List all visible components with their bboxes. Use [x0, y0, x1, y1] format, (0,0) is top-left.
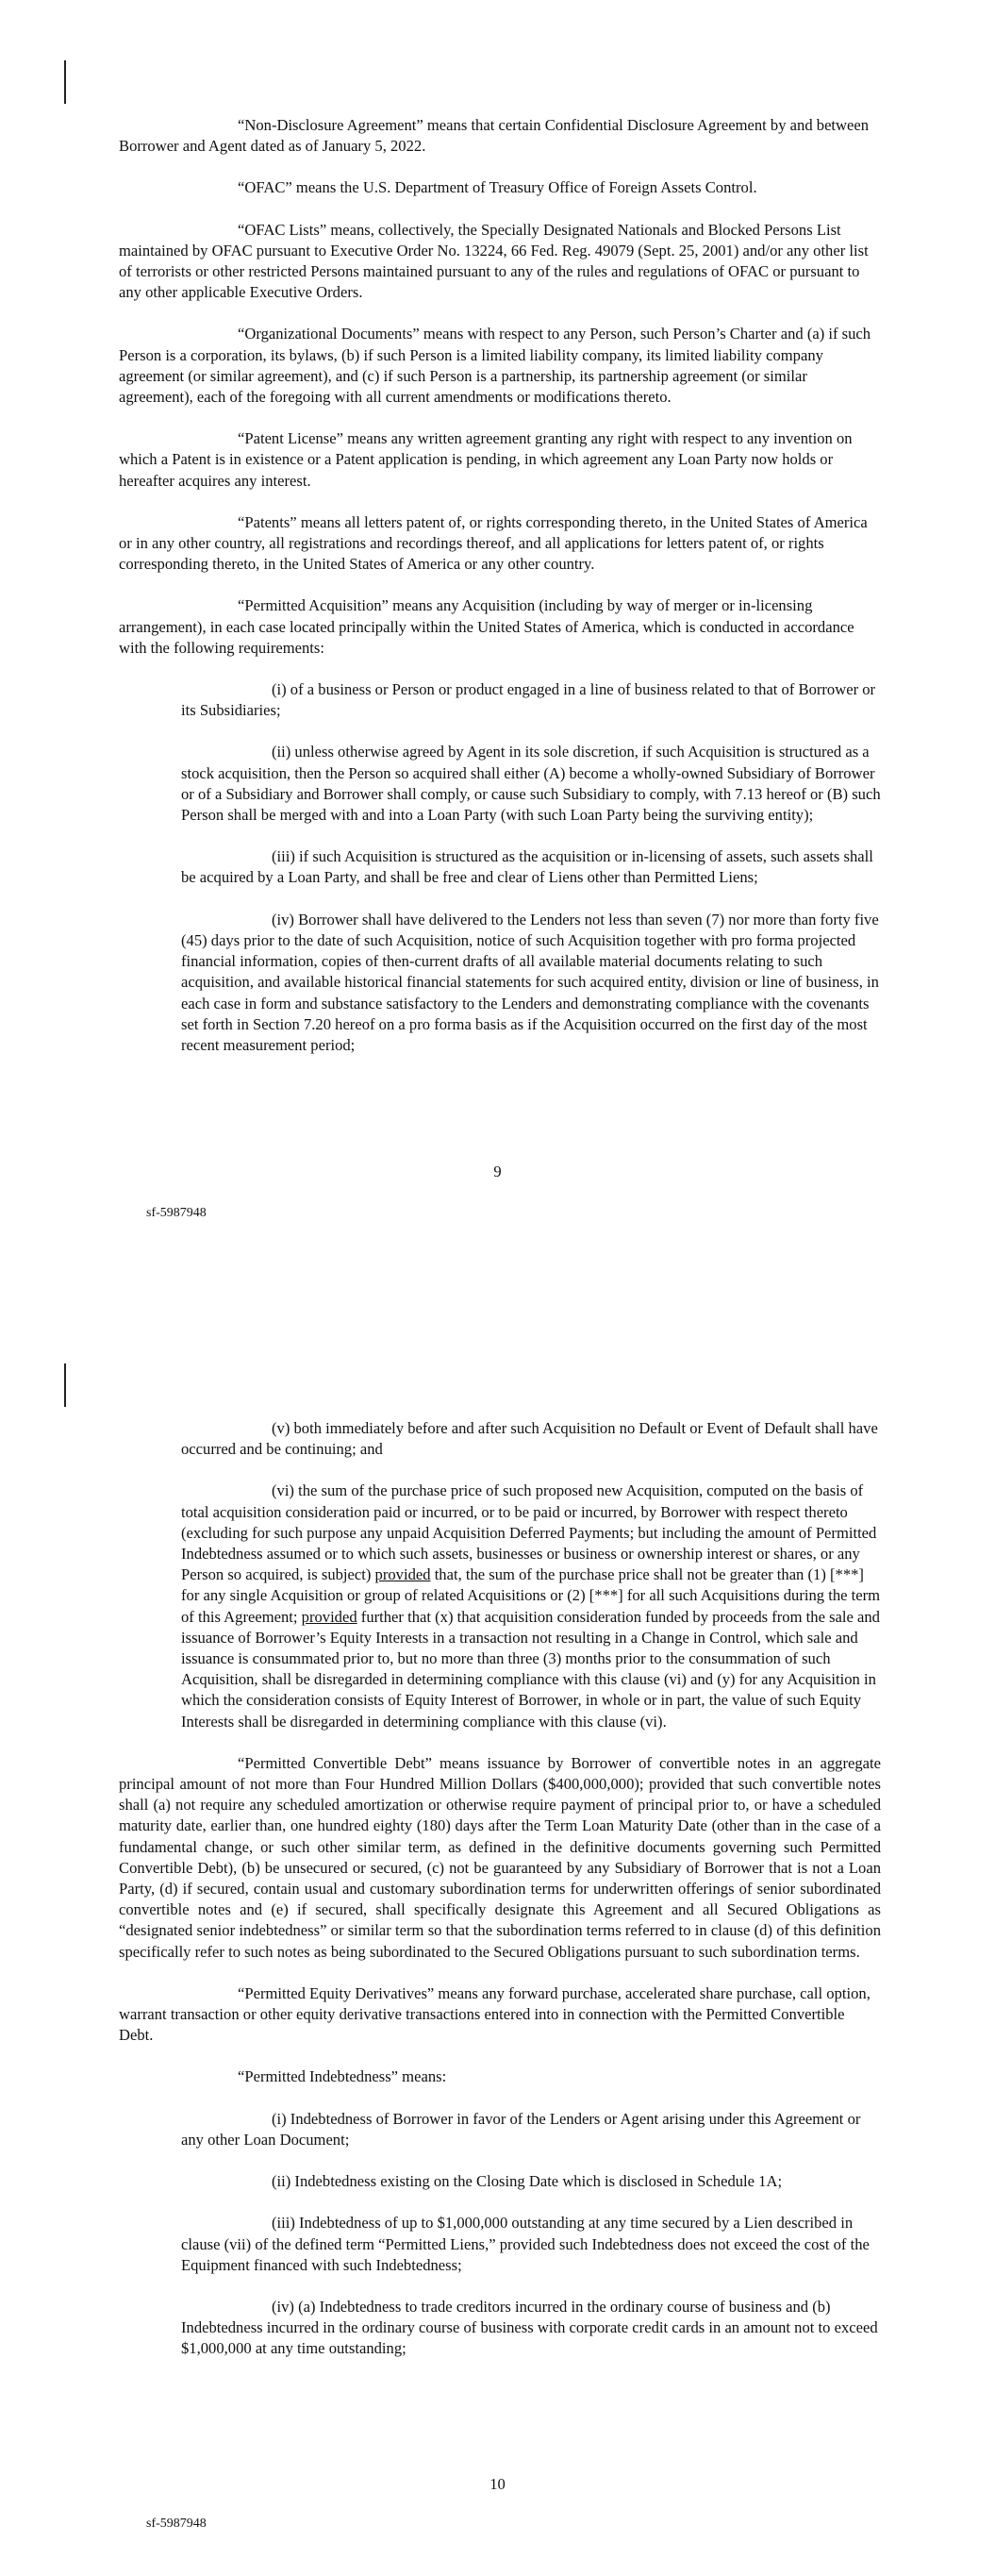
indebtedness-clause-i: (i) Indebtedness of Borrower in favor of the Lenders or Agent arising under this Agreement or any other Loan Document; — [181, 2109, 861, 2149]
provided-underlined: provided — [301, 1607, 357, 1626]
definition-permitted-convertible-debt: “Permitted Convertible Debt” means issuance by Borrower of convertible notes in an aggregate principal amount of not more than Four Hundred Million Dollars ($400,000,000); provided that such convertible notes shall (a) not require any scheduled amortization or otherwise require payment of principal prior to, or have a scheduled maturity date, earlier than, one hundred eighty (180) days after the Term Loan Maturity Date (other than in the case of a fundamental change, or such other similar term, as defined in the definitive documents governing such Permitted Convertible Debt), (b) be unsecured or secured, (c) not be guaranteed by any Subsidiary of Borrower that is not a Loan Party, (d) if secured, contain usual and customary subordination terms for underwritten offerings of senior subordinated convertible notes and (e) if secured, shall specifically designate this Agreement and all Secured Obligations as “designated senior indebtedness” or similar term so that the subordination terms referred to in clause (d) of this definition specifically refer to such notes as being subordinated to the Secured Obligations pursuant to such subordination terms. — [119, 1753, 881, 1961]
margin-change-bar — [64, 1363, 66, 1407]
definition-patents: “Patents” means all letters patent of, or rights corresponding thereto, in the United States of America or in any other country, all registrations and recordings thereof, and all applications for letters patent of, or rights corresponding thereto, in the United States of America or any other country. — [119, 512, 868, 574]
definition-non-disclosure-agreement: “Non-Disclosure Agreement” means that certain Confidential Disclosure Agreement by and between Borrower and Agent dated as of January 5, 2022. — [119, 116, 870, 156]
clause-vi-text-b: that, the sum of the purchase price shall not be greater than (1) [***] for any single Acquisition or group of related Acquisitions or (2) [***] for all such Acquisitions during the term of this Agreement; — [181, 1565, 881, 1626]
acquisition-clause-i: (i) of a business or Person or product engaged in a line of business related to that of Borrower or its Subsidiaries; — [181, 680, 876, 720]
provided-underlined: provided — [374, 1565, 431, 1584]
indebtedness-clause-ii: (ii) Indebtedness existing on the Closing Date which is disclosed in Schedule 1A; — [272, 2172, 783, 2191]
document-id: sf-5987948 — [146, 2517, 207, 2531]
acquisition-clause-vi — [181, 1480, 881, 1731]
definition-patent-license: “Patent License” means any written agreement granting any right with respect to any invention on which a Patent is in existence or a Patent application is pending, in which agreement any Loan Party now holds or hereafter acquires any interest. — [119, 429, 853, 490]
acquisition-clause-iv: (iv) Borrower shall have delivered to the Lenders not less than seven (7) nor more than forty five (45) days prior to the date of such Acquisition, notice of such Acquisition together with pro forma projected financial information, copies of then-current drafts of all available material documents relating to such acquisition, and available historical financial statements for such acquired entity, division or line of business, in each case in form and substance satisfactory to the Lenders and demonstrating compliance with the covenants set forth in Section 7.20 hereof on a pro forma basis as if the Acquisition occurred on the first day of the most recent measurement period; — [181, 910, 879, 1054]
definition-permitted-indebtedness: “Permitted Indebtedness” means: — [238, 2067, 447, 2086]
page-number: 9 — [493, 1163, 502, 1180]
definition-organizational-documents: “Organizational Documents” means with respect to any Person, such Person’s Charter and (a) if such Person is a corporation, its bylaws, (b) if such Person is a limited liability company, its limited liability company agreement (or similar agreement), and (c) if such Person is a partnership, its partnership agreement (or similar agreement), each of the foregoing with all current amendments or modifications thereto. — [119, 325, 871, 407]
acquisition-clause-ii: (ii) unless otherwise agreed by Agent in its sole discretion, if such Acquisition is structured as a stock acquisition, then the Person so acquired shall either (A) become a wholly-owned Subsidiary of Borrower or of a Subsidiary and Borrower shall comply, or cause such Subsidiary to comply, with 7.13 hereof or (B) such Person shall be merged with and into a Loan Party (with such Loan Party being the surviving entity); — [181, 743, 881, 825]
definition-ofac-lists: “OFAC Lists” means, collectively, the Specially Designated Nationals and Blocked Persons List maintained by OFAC pursuant to Executive Order No. 13224, 66 Fed. Reg. 49079 (Sept. 25, 2001) and/or any other list of terrorists or other restricted Persons maintained pursuant to any of the rules and regulations of OFAC or pursuant to any other applicable Executive Orders. — [119, 220, 869, 302]
clause-vi-text-a: (vi) the sum of the purchase price of such proposed new Acquisition, computed on the basis of total acquisition consideration paid or incurred, or to be paid or incurred, by Borrower with respect thereto (excluding for such purpose any unpaid Acquisition Deferred Payments; but including the amount of Permitted Indebtedness assumed or to which such assets, businesses or business or ownership interest or shares, or any Person so acquired, is subject) — [181, 1481, 877, 1584]
definition-permitted-equity-derivatives: “Permitted Equity Derivatives” means any forward purchase, accelerated share purchase, call option, warrant transaction or other equity derivative transactions entered into in connection with the Permitted Convertible Debt. — [119, 1983, 871, 2045]
page-number: 10 — [489, 2475, 506, 2493]
definition-ofac: “OFAC” means the U.S. Department of Treasury Office of Foreign Assets Control. — [238, 178, 757, 197]
acquisition-clause-iii: (iii) if such Acquisition is structured as the acquisition or in-licensing of assets, such assets shall be acquired by a Loan Party, and shall be free and clear of Liens other than Permitted Liens; — [181, 847, 873, 887]
definition-permitted-acquisition: “Permitted Acquisition” means any Acquisition (including by way of merger or in-licensing arrangement), in each case located principally within the United States of America, which is conducted in accordance with the following requirements: — [119, 596, 854, 657]
indebtedness-clause-iv: (iv) (a) Indebtedness to trade creditors incurred in the ordinary course of business and (b) Indebtedness incurred in the ordinary course of business with corporate credit cards in an amount not to exceed $1,000,000 at any time outstanding; — [181, 2297, 878, 2358]
indebtedness-clause-iii: (iii) Indebtedness of up to $1,000,000 outstanding at any time secured by a Lien described in clause (vii) of the defined term “Permitted Liens,” provided such Indebtedness does not exceed the cost of the Equipment financed with such Indebtedness; — [181, 2214, 870, 2274]
clause-vi-text-c: further that (x) that acquisition consideration funded by proceeds from the sale and issuance of Borrower’s Equity Interests in a transaction not resulting in a Change in Control, which sale and issuance is consummated prior to, but no more than three (3) months prior to the consummation of such Acquisition, shall be disregarded in determining compliance with this clause (vi) and (y) for any Acquisition in which the consideration consists of Equity Interest of Borrower, in whole or in part, the value of such Equity Interests shall be disregarded in determining compliance with this clause (vi). — [181, 1607, 880, 1731]
document-page-10 — [0, 1288, 995, 2576]
margin-change-bar — [64, 60, 66, 104]
page-body — [119, 1418, 881, 2360]
document-id: sf-5987948 — [146, 1206, 207, 1220]
page-body — [119, 115, 881, 1056]
acquisition-clause-v: (v) both immediately before and after such Acquisition no Default or Event of Default shall have occurred and be continuing; and — [181, 1419, 878, 1459]
